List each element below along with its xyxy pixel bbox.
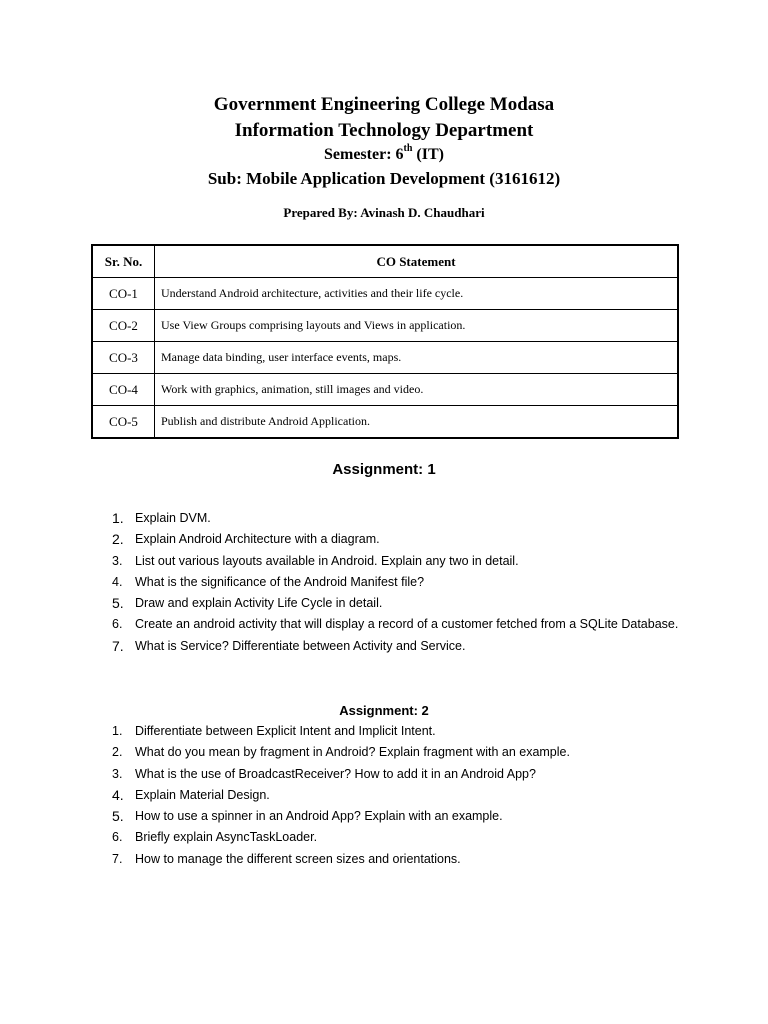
question-text: Draw and explain Activity Life Cycle in detail. xyxy=(135,596,383,611)
co-statement: Publish and distribute Android Application. xyxy=(155,406,679,439)
co-statement: Manage data binding, user interface events, maps. xyxy=(155,342,679,374)
question-number: 2. xyxy=(112,745,123,760)
question-number: 1. xyxy=(112,724,123,738)
list-item xyxy=(0,827,685,848)
list-item xyxy=(0,551,685,572)
college-name: Government Engineering College Modasa xyxy=(213,94,555,115)
co-sr-no: CO-1 xyxy=(92,278,155,310)
semester-superscript: th xyxy=(403,142,413,154)
list-item xyxy=(0,508,685,529)
question-number: 1. xyxy=(112,510,124,526)
question-text: Briefly explain AsyncTaskLoader. xyxy=(135,830,318,845)
table-row xyxy=(92,374,678,406)
co-sr-no: CO-3 xyxy=(92,342,155,374)
question-number: 3. xyxy=(112,766,123,781)
co-sr-no: CO-2 xyxy=(92,310,155,342)
question-text: List out various layouts available in Android. Explain any two in detail. xyxy=(135,553,519,568)
list-item xyxy=(0,636,685,657)
question-number: 6. xyxy=(112,617,123,632)
subject-line: Sub: Mobile Application Development (3161612) xyxy=(207,169,561,188)
question-text: What do you mean by fragment in Android? Explain fragment with an example. xyxy=(135,745,570,760)
semester-suffix: (IT) xyxy=(412,146,444,163)
question-text: Differentiate between Explicit Intent and Implicit Intent. xyxy=(135,724,436,738)
co-header-sr-no: Sr. No. xyxy=(92,245,155,278)
list-item xyxy=(0,742,685,763)
assignment-1-questions xyxy=(0,508,685,657)
assignment-2-questions xyxy=(0,721,685,870)
list-item xyxy=(0,593,685,614)
co-sr-no: CO-4 xyxy=(92,374,155,406)
list-item xyxy=(0,806,685,827)
list-item xyxy=(0,572,685,593)
table-row xyxy=(92,342,678,374)
co-table xyxy=(91,244,679,439)
table-row xyxy=(92,406,678,439)
question-number: 3. xyxy=(112,553,123,568)
question-number: 4. xyxy=(112,786,124,803)
department-name: Information Technology Department xyxy=(234,120,534,141)
question-text: Explain DVM. xyxy=(135,511,211,525)
question-text: Explain Android Architecture with a diagram. xyxy=(135,532,380,547)
question-text: How to manage the different screen sizes and orientations. xyxy=(135,851,461,866)
question-text: What is Service? Differentiate between Activity and Service. xyxy=(135,638,466,653)
question-text: Create an android activity that will display a record of a customer fetched from a SQLite Database. xyxy=(135,617,679,632)
question-text: Explain Material Design. xyxy=(135,787,270,802)
list-item xyxy=(0,764,685,785)
assignment-2-title: Assignment: 2 xyxy=(339,703,429,718)
prepared-by: Prepared By: Avinash D. Chaudhari xyxy=(283,205,485,220)
list-item xyxy=(0,849,685,870)
question-number: 7. xyxy=(112,637,124,654)
list-item xyxy=(0,614,685,635)
co-header-statement: CO Statement xyxy=(155,245,679,278)
question-number: 6. xyxy=(112,830,123,845)
assignment-1-title: Assignment: 1 xyxy=(332,461,436,478)
table-row xyxy=(92,278,678,310)
question-number: 5. xyxy=(112,595,124,612)
table-row xyxy=(92,310,678,342)
question-text: What is the significance of the Android Manifest file? xyxy=(135,574,425,589)
co-statement: Work with graphics, animation, still images and video. xyxy=(155,374,679,406)
co-statement: Understand Android architecture, activities and their life cycle. xyxy=(155,278,679,310)
question-text: What is the use of BroadcastReceiver? How to add it in an Android App? xyxy=(135,766,536,781)
question-number: 2. xyxy=(112,531,124,548)
list-item xyxy=(0,785,685,806)
co-sr-no: CO-5 xyxy=(92,406,155,439)
question-number: 4. xyxy=(112,574,123,589)
question-number: 7. xyxy=(112,851,123,866)
list-item xyxy=(0,529,685,550)
semester-line xyxy=(0,142,768,164)
list-item xyxy=(0,721,685,742)
question-number: 5. xyxy=(112,808,124,825)
co-table-header-row xyxy=(92,245,678,278)
semester-prefix: Semester: 6 xyxy=(324,146,404,163)
question-text: How to use a spinner in an Android App? Explain with an example. xyxy=(135,809,503,824)
co-statement: Use View Groups comprising layouts and Views in application. xyxy=(155,310,679,342)
